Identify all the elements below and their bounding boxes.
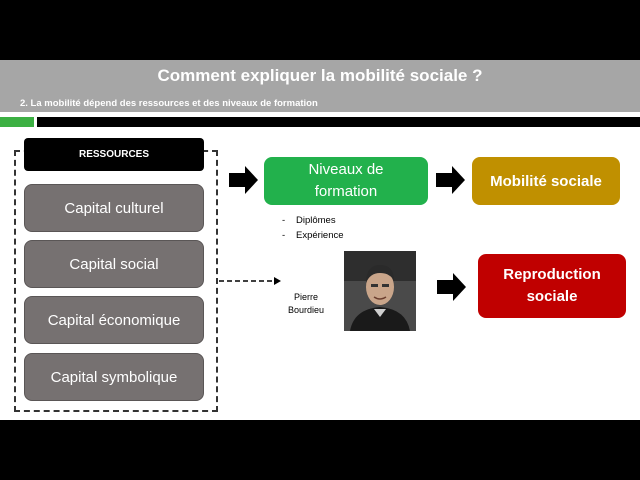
capital-symbolique-box: Capital symbolique <box>24 353 204 401</box>
arrow-right-icon <box>436 166 465 194</box>
capital-culturel-box: Capital culturel <box>24 184 204 232</box>
ressources-label: RESSOURCES <box>24 138 204 171</box>
reproduction-line-1: Reproduction <box>503 266 601 283</box>
person-name: Pierre Bourdieu <box>288 292 325 315</box>
arrow-right-icon <box>437 273 466 301</box>
bullet-item: - Diplômes <box>282 215 336 226</box>
dashed-arrow-icon <box>219 277 281 285</box>
reproduction-line-2: sociale <box>526 288 578 305</box>
niveaux-line-1: Niveaux de <box>308 161 384 178</box>
slide-subtitle: 2. La mobilité dépend des ressources et des niveaux de formation <box>20 98 318 109</box>
slide-title: Comment expliquer la mobilité sociale ? <box>157 66 483 85</box>
capital-economique-box: Capital économique <box>24 296 204 344</box>
niveaux-line-2: formation <box>314 183 378 200</box>
capital-social-box: Capital social <box>24 240 204 288</box>
mobilite-sociale-box: Mobilité sociale <box>472 157 620 205</box>
bullet-item: - Expérience <box>282 230 344 241</box>
arrow-right-icon <box>229 166 258 194</box>
